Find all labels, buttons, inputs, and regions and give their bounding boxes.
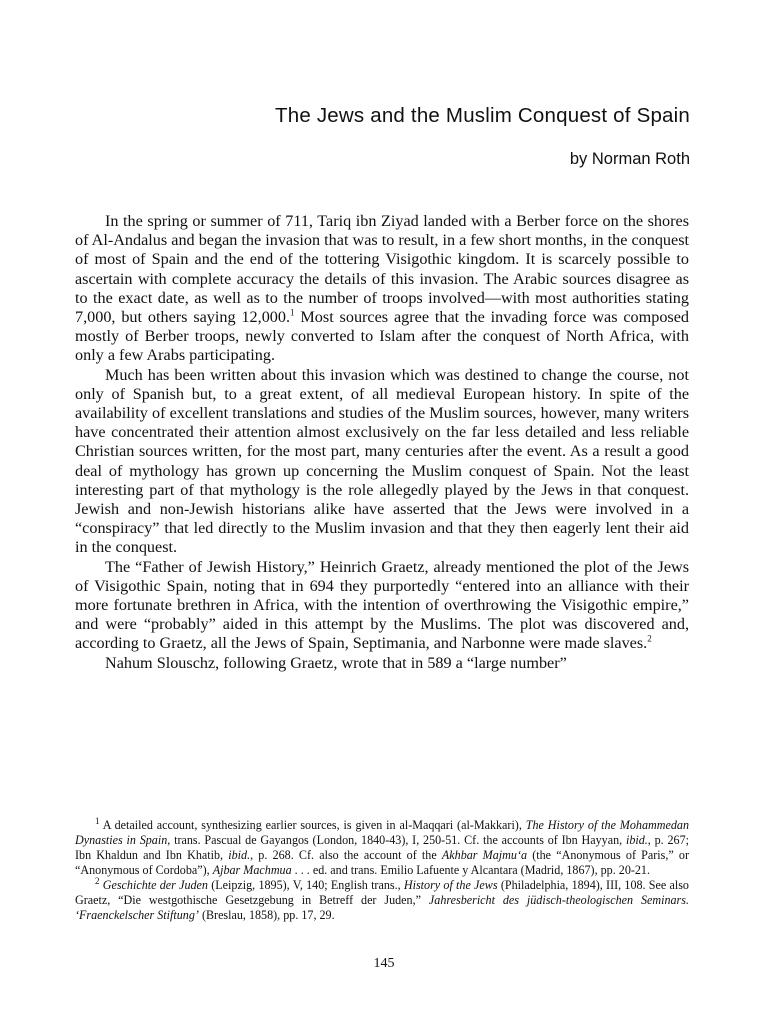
article-body [75, 212, 689, 673]
footnote-text: (Philadelphia, 1894), III, 108. See also Graetz, “Die westgothische Gesetzgebung in Betreff der Juden,” [75, 878, 689, 907]
footnote-text: . . . ed. and trans. Emilio Lafuente y Alcantara (Madrid, 1867), pp. 20-21. [291, 863, 651, 877]
footnote-text: (the “Anonymous of Paris,” or “Anonymous of Cordoba”), [75, 848, 690, 877]
paragraph [75, 654, 689, 673]
footnote-text: , trans. Pascual de Gayangos (London, 1840-43), I, 250-51. Cf. the accounts of Ibn Hayyan, [167, 833, 626, 847]
footnote-title: Ajbar Machmua [212, 863, 292, 877]
footnote-title: Geschichte der Juden [102, 878, 208, 892]
footnote-text: (Leipzig, 1895), V, 140; English trans., [207, 878, 404, 892]
paragraph-text: Most sources agree that the invading force was composed mostly of Berber troops, newly converted to Islam after the conquest of North Africa, with only a few Arabs participating. [75, 308, 689, 365]
author-byline: by Norman Roth [569, 150, 690, 168]
footnote [75, 815, 690, 878]
paragraph [75, 212, 689, 366]
footnote-title: Akhbar Majmu‘a [441, 848, 528, 862]
footnote-text: A detailed account, synthesizing earlier sources, is given in al-Maqqari (al-Makkari), [99, 818, 526, 832]
paragraph-text: The “Father of Jewish History,” Heinrich Graetz, already mentioned the plot of the Jews of Visigothic Spain, noting that in 694 they purportedly “entered into an alliance with their more fortunate brethren in Africa, with the intention of overthrowing the Visigothic empire,” and were “probably” aided in this attempt by the Muslims. The plot was discovered and, according to Graetz, all the Jews of Spain, Septimania, and Narbonne were made slaves. [75, 557, 689, 653]
footnote-title: The History of the Mohammedan Dynasties in Spain [75, 818, 690, 847]
footnote-title: History of the Jews [403, 878, 498, 892]
footnote-text: , p. 268. Cf. also the account of the [250, 848, 442, 862]
footnote-title: Jahresbericht des jüdisch-theologischen Seminars. ‘Fraenckelscher Stiftung’ [75, 893, 689, 922]
paragraph-text: Nahum Slouschz, following Graetz, wrote that in 589 a “large number” [105, 653, 567, 672]
footnote-number: 2 [95, 875, 100, 886]
footnote-text: (Breslau, 1858), pp. 17, 29. [198, 908, 335, 922]
footnote-ref: 1 [290, 307, 295, 318]
paragraph-text: Much has been written about this invasion which was destined to change the course, not only of Spanish but, to a great extent, of all medieval European history. In spite of the availability of excellent translations and studies of the Muslim sources, however, many writers have concentrated their attention almost exclusively on the far less detailed and less reliable Christian sources written, for the most part, many centuries after the event. As a result a good deal of mythology has grown up concerning the Muslim conquest of Spain. Not the least interesting part of that mythology is the role allegedly played by the Jews in that conquest. Jewish and non-Jewish historians alike have asserted that the Jews were involved in a “conspiracy” that led directly to the Muslim invasion and that they then eagerly lent their aid in the conquest. [75, 365, 689, 557]
footnote-ref: 2 [647, 634, 652, 645]
paragraph-text: In the spring or summer of 711, Tariq ibn Ziyad landed with a Berber force on the shores of Al-Andalus and began the invasion that was to result, in a few short months, in the conquest of most of Spain and the end of the tottering Visigothic kingdom. It is scarcely possible to ascertain with complete accuracy the details of this invasion. The Arabic sources disagree as to the exact date, as well as to the number of troops involved—with most authorities stating 7,000, but others saying 12,000. [75, 212, 689, 327]
paragraph [75, 366, 689, 558]
footnote-title: ibid. [228, 848, 251, 862]
article-title: The Jews and the Muslim Conquest of Spain [275, 104, 690, 127]
footnote [75, 875, 689, 923]
paragraph [75, 558, 689, 654]
footnote-title: ibid. [625, 833, 648, 847]
footnotes [75, 815, 690, 923]
page-number: 145 [373, 956, 395, 971]
footnote-text: , p. 267; Ibn Khaldun and Ibn Khatib, [75, 833, 689, 862]
footnote-number: 1 [95, 815, 100, 826]
